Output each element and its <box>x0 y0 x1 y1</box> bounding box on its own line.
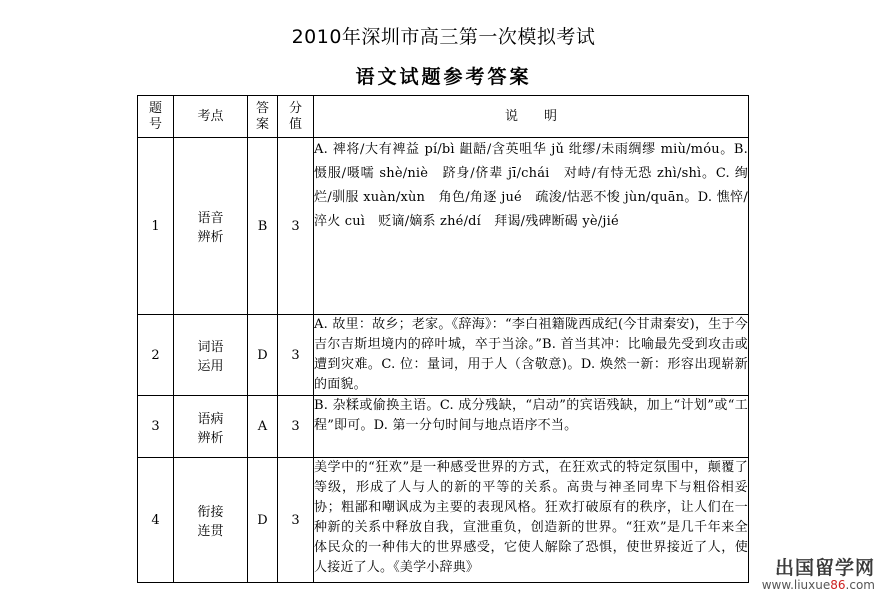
watermark-url-number: 86 <box>830 578 846 592</box>
watermark-url <box>762 578 875 592</box>
row-explanation: A. 故里：故乡；老家。《辞海》：“李白祖籍陇西成纪(今甘肃秦安)，生于今吉尔吉斯坦境内的碎叶城，卒于当涂。”B. 首当其冲：比喻最先受到攻击或遭到灾难。C. 位：量词，用于人（含敬意)。D. 焕然一新：形容出现崭新的面貌。 <box>314 315 749 396</box>
header-answer: 答 案 <box>248 96 278 138</box>
row-number: 1 <box>138 138 174 315</box>
row-score: 3 <box>278 315 314 396</box>
row-explanation: A. 禆将/大有裨益 pí/bì 龃龉/含英咀华 jǔ 纰缪/未雨绸缪 miù/móu。B. 慑服/嗫嚅 shè/niè 跻身/侪辈 jī/chái 对峙/有恃无恐 zhì/shì。C. 绚烂/驯服 xuàn/xùn 角色/角逐 jué 疏浚/怙恶不悛 jùn/quān。D. 憔悴/淬火 cuì 贬谪/嫡系 zhé/dí 拜谒/残碑断碣 yè/jié <box>314 138 749 315</box>
table-row <box>138 315 749 396</box>
row-point: 语病 辨析 <box>174 396 248 458</box>
row-score: 3 <box>278 396 314 458</box>
row-point: 语音 辨析 <box>174 138 248 315</box>
row-answer: D <box>248 458 278 583</box>
table-row <box>138 458 749 583</box>
row-score: 3 <box>278 458 314 583</box>
row-explanation: 美学中的“狂欢”是一种感受世界的方式，在狂欢式的特定氛围中，颠覆了等级，形成了人与人的新的平等的关系。高贵与神圣同卑下与粗俗相妥协；粗鄙和嘲讽成为主要的表现风格。狂欢打破原有的秩序，让人们在一种新的关系中释放自我，宣泄重负，创造新的世界。“狂欢”是几千年来全体民众的一种伟大的世界感受，它使人解除了恐惧，使世界接近了人，使人接近了人。《美学小辞典》 <box>314 458 749 583</box>
table-row <box>138 396 749 458</box>
row-number: 2 <box>138 315 174 396</box>
header-score: 分 值 <box>278 96 314 138</box>
row-point: 词语 运用 <box>174 315 248 396</box>
table-header-row <box>138 96 749 138</box>
document-subtitle: 语文试题参考答案 <box>355 66 532 88</box>
row-score: 3 <box>278 138 314 315</box>
document-title: 2010年深圳市高三第一次模拟考试 <box>291 26 596 48</box>
watermark-url-prefix: www.liuxue <box>761 578 831 592</box>
header-explanation: 说 明 <box>314 96 749 138</box>
row-number: 3 <box>138 396 174 458</box>
row-answer: A <box>248 396 278 458</box>
row-number: 4 <box>138 458 174 583</box>
watermark-name: 出国留学网 <box>774 557 875 579</box>
site-watermark <box>762 553 875 592</box>
row-answer: D <box>248 315 278 396</box>
row-answer: B <box>248 138 278 315</box>
watermark-url-suffix: .com <box>845 578 875 592</box>
table-row <box>138 138 749 315</box>
header-number: 题 号 <box>138 96 174 138</box>
row-explanation: B. 杂糅或偷换主语。C. 成分残缺，“启动”的宾语残缺，加上“计划”或“工程”即可。D. 第一分句时间与地点语序不当。 <box>314 396 749 458</box>
row-point: 衔接 连贯 <box>174 458 248 583</box>
header-point: 考点 <box>174 96 248 138</box>
answer-table <box>137 95 749 583</box>
